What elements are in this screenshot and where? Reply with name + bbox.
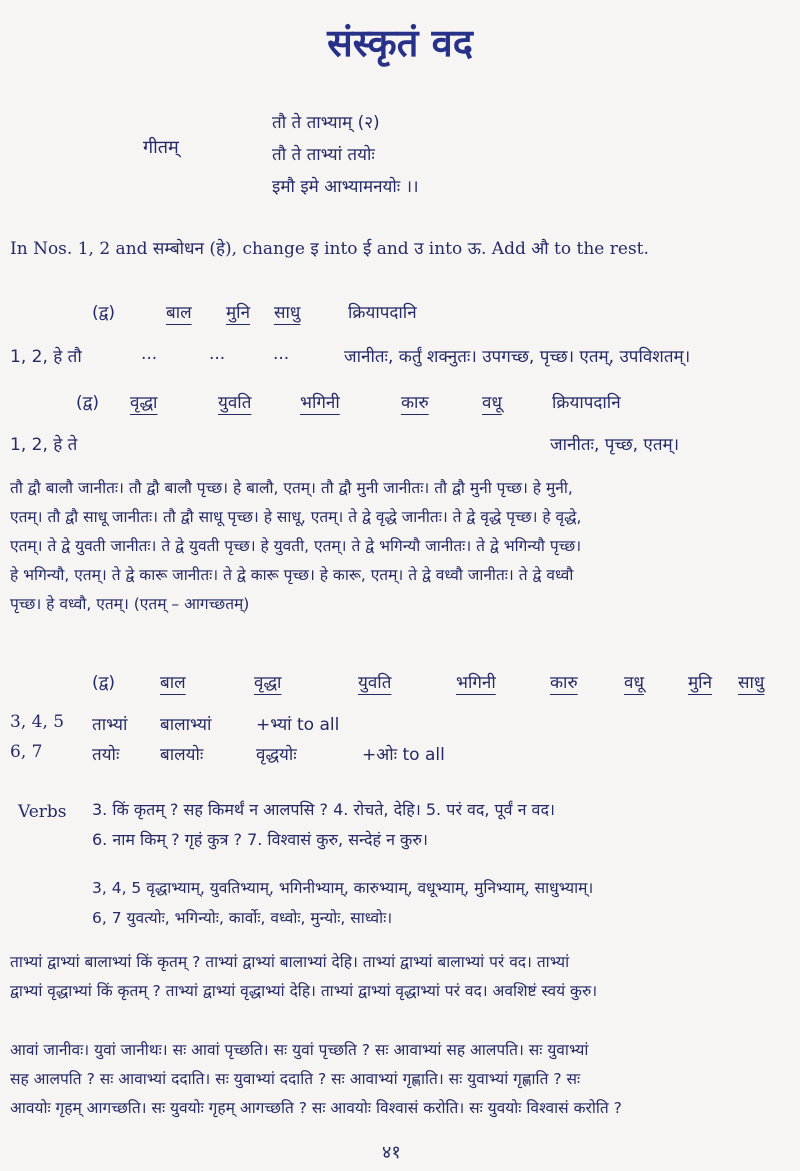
table3-header-yuvati: युवति xyxy=(358,673,392,693)
table2-header-karu: कारु xyxy=(401,393,429,413)
paragraph1-line: एतम्। ते द्वे युवती जानीतः। ते द्वे युवती पृच्छ। हे युवती, एतम्। ते द्वे भगिन्यौ जानीतः। ते द्वे भगिन्यौ पृच्छ। xyxy=(10,537,582,555)
verbs-line-4: 6, 7 युवत्योः, भगिन्योः, कार्वोः, वध्वोः, मुन्योः, साध्वोः। xyxy=(92,909,393,927)
table2-label: (द्व) xyxy=(76,393,100,413)
table1-dots-3: ... xyxy=(273,344,290,364)
table1-header-bala: बाल xyxy=(166,303,192,323)
table3-header-karu: कारु xyxy=(550,673,578,693)
table2-header-vriddha: वृद्धा xyxy=(130,393,158,413)
table2-header-vadhu: वधू xyxy=(482,393,502,413)
table3-row1-c2: बालाभ्यां xyxy=(160,715,212,735)
table3-row1-c1: ताभ्यां xyxy=(92,715,128,735)
paragraph3-line: आवां जानीवः। युवां जानीथः। सः आवां पृच्छति। सः युवां पृच्छति ? सः आवाभ्यां सह आलपति। सः युवाभ्यां xyxy=(10,1041,589,1059)
table1-dots-2: ... xyxy=(209,344,226,364)
table3-row2-c1: तयोः xyxy=(92,745,120,765)
paragraph2-line: द्वाभ्यां वृद्धाभ्यां किं कृतम् ? ताभ्यां द्वाभ्यां वृद्धाभ्यां देहि। ताभ्यां द्वाभ्यां वृद्धाभ्यां परं वद। अवशिष्टं स्वयं कुरु। xyxy=(10,982,598,1000)
paragraph-dual-examples xyxy=(10,474,792,619)
geetam-line-2: तौ ते ताभ्यां तयोः xyxy=(272,145,375,165)
table3-header-sadhu: साधु xyxy=(738,673,765,693)
page-number: ४१ xyxy=(382,1142,401,1163)
geetam-line-3: इमौ इमे आभ्यामनयोः ।। xyxy=(272,177,419,197)
table3-row2-label: 6, 7 xyxy=(10,742,43,762)
table2-row-verbs: जानीतः, पृच्छ, एतम्। xyxy=(550,435,680,455)
instruction-text: In Nos. 1, 2 and सम्बोधन (हे), change इ into ई and उ into ऊ. Add औ to the rest. xyxy=(10,239,649,259)
table3-row2-c2: बालयोः xyxy=(160,745,204,765)
table1-verbs-header: क्रियापदानि xyxy=(348,303,417,323)
paragraph1-line: हे भगिन्यौ, एतम्। ते द्वे कारू जानीतः। ते द्वे कारू पृच्छ। हे कारू, एतम्। ते द्वे वध्वौ जानीतः। ते द्वे वध्वौ xyxy=(10,566,574,584)
table3-row1-c3: +भ्यां to all xyxy=(256,715,340,735)
paragraph3-line: सह आलपति ? सः आवाभ्यां ददाति। सः युवाभ्यां ददाति ? सः आवाभ्यां गृह्णाति। सः युवाभ्यां गृह्णाति ? सः xyxy=(10,1070,581,1088)
paragraph3-line: आवयोः गृहम् आगच्छति। सः युवयोः गृहम् आगच्छति ? सः आवयोः विश्वासं करोति। सः युवयोः विश्वासं करोति ? xyxy=(10,1099,622,1117)
table2-header-yuvati: युवति xyxy=(218,393,252,413)
table1-label: (द्व) xyxy=(92,303,116,323)
paragraph2-line: ताभ्यां द्वाभ्यां बालाभ्यां किं कृतम् ? ताभ्यां द्वाभ्यां बालाभ्यां देहि। ताभ्यां द्वाभ्यां बालाभ्यां परं वद। ताभ्यां xyxy=(10,953,570,971)
paragraph-instrumental-examples xyxy=(10,948,792,1006)
table3-header-bala: बाल xyxy=(160,673,186,693)
table3-row2-c3: वृद्धयोः xyxy=(256,745,297,765)
paragraph1-line: पृच्छ। हे वध्वौ, एतम्। (एतम् – आगच्छतम्) xyxy=(10,595,250,613)
verbs-line-3: 3, 4, 5 वृद्धाभ्याम्, युवतिभ्याम्, भगिनीभ्याम्, कारुभ्याम्, वधूभ्याम्, मुनिभ्याम्, साधुभ्याम्। xyxy=(92,879,594,897)
table1-dots-1: ... xyxy=(141,344,158,364)
table3-row2-c4: +ओः to all xyxy=(362,745,445,765)
table3-header-muni: मुनि xyxy=(688,673,713,693)
table3-header-bhagini: भगिनी xyxy=(456,673,496,693)
page-title: संस्कृतं वद xyxy=(327,21,473,65)
paragraph1-line: तौ द्वौ बालौ जानीतः। तौ द्वौ बालौ पृच्छ। हे बालौ, एतम्। तौ द्वौ मुनी जानीतः। तौ द्वौ मुनी पृच्छ। हे मुनी, xyxy=(10,479,573,497)
table1-row-label: 1, 2, हे तौ xyxy=(10,347,82,367)
table2-row-label: 1, 2, हे ते xyxy=(10,435,78,455)
table3-row1-label: 3, 4, 5 xyxy=(10,712,65,732)
paragraph-pronoun-examples xyxy=(10,1036,792,1123)
table2-verbs-header: क्रियापदानि xyxy=(552,393,621,413)
geetam-label: गीतम् xyxy=(143,137,179,158)
table1-header-muni: मुनि xyxy=(226,303,251,323)
table3-label: (द्व) xyxy=(92,673,116,693)
paragraph1-line: एतम्। तौ द्वौ साधू जानीतः। तौ द्वौ साधू पृच्छ। हे साधू, एतम्। ते द्वे वृद्धे जानीतः। ते द्वे वृद्धे पृच्छ। हे वृद्धे, xyxy=(10,508,582,526)
verbs-line-1: 3. किं कृतम् ? सह किमर्थं न आलपसि ? 4. रोचते, देहि। 5. परं वद, पूर्वं न वद। xyxy=(92,800,555,819)
verbs-label: Verbs xyxy=(18,802,67,822)
verbs-line-2: 6. नाम किम् ? गृहं कुत्र ? 7. विश्वासं कुरु, सन्देहं न कुरु। xyxy=(92,830,428,849)
table2-header-bhagini: भगिनी xyxy=(300,393,340,413)
table1-row-verbs: जानीतः, कर्तुं शक्नुतः। उपगच्छ, पृच्छ। एतम्, उपविशतम्। xyxy=(344,347,691,367)
table1-header-sadhu: साधु xyxy=(274,303,301,323)
geetam-line-1: तौ ते ताभ्याम् (२) xyxy=(272,113,380,133)
table3-header-vadhu: वधू xyxy=(624,673,644,693)
table3-header-vriddha: वृद्धा xyxy=(254,673,282,693)
